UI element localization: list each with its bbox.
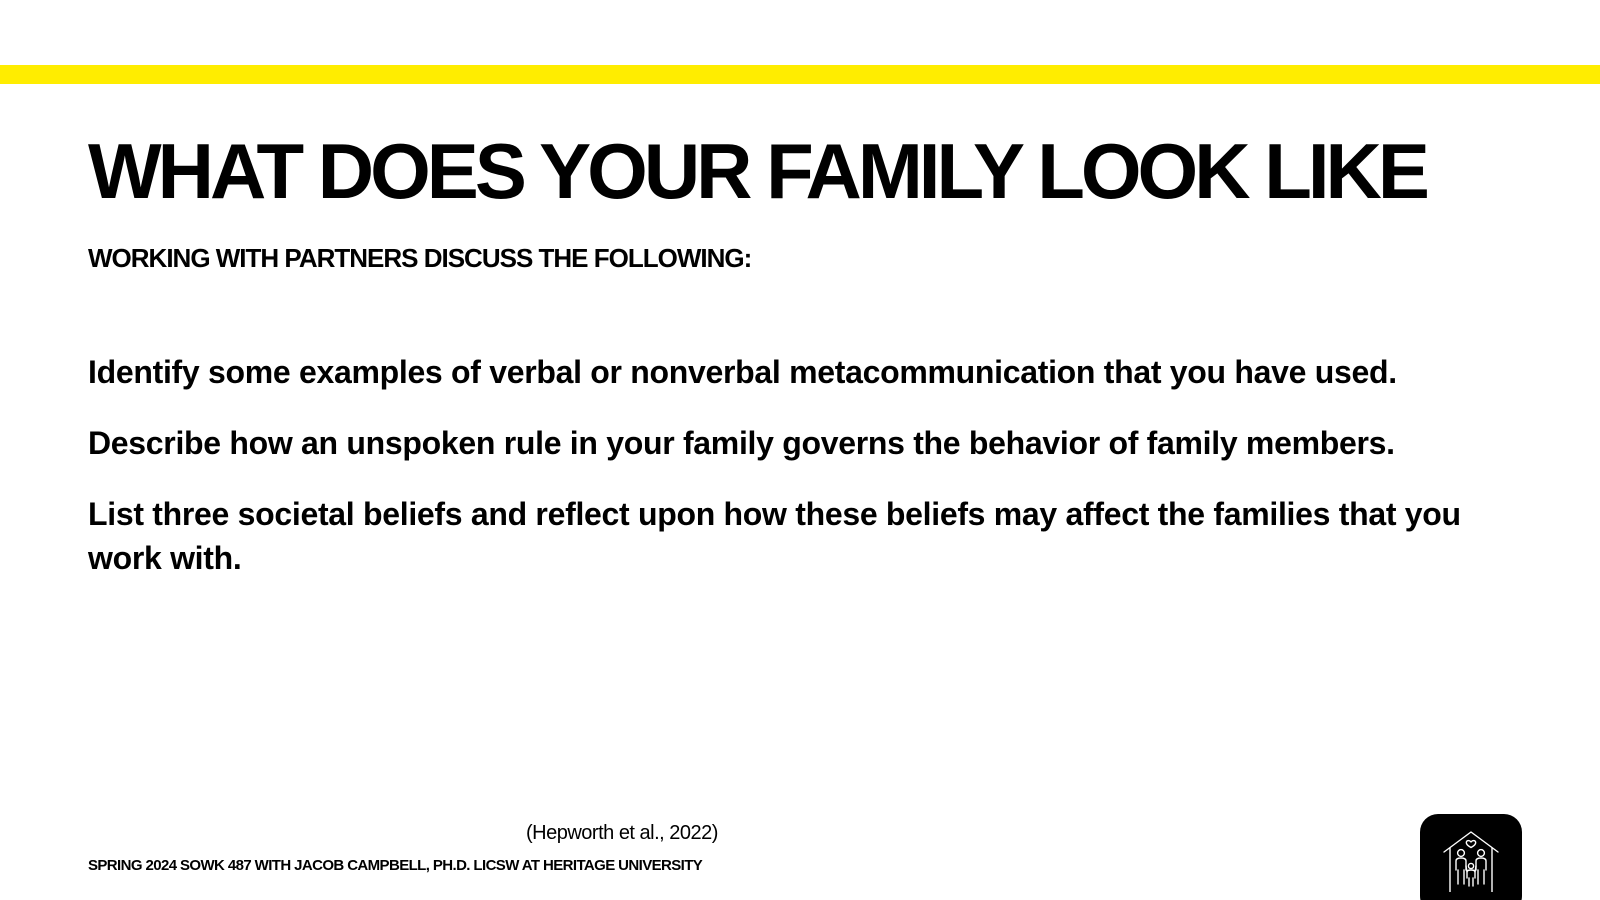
slide-subtitle: WORKING WITH PARTNERS DISCUSS THE FOLLOWING: — [88, 243, 752, 273]
prompt-item: Describe how an unspoken rule in your family governs the behavior of family members. — [88, 425, 1395, 461]
family-house-icon — [1420, 814, 1522, 900]
footer-credit: SPRING 2024 SOWK 487 WITH JACOB CAMPBELL, PH.D. LICSW AT HERITAGE UNIVERSITY — [88, 857, 703, 874]
accent-bar — [0, 65, 1600, 84]
citation: (Hepworth et al., 2022) — [526, 822, 718, 844]
prompt-item: List three societal beliefs and reflect upon how these beliefs may affect the families that you work with. — [88, 496, 1461, 576]
prompt-item: Identify some examples of verbal or nonverbal metacommunication that you have used. — [88, 354, 1397, 390]
slide-title: WHAT DOES YOUR FAMILY LOOK LIKE — [88, 127, 1426, 215]
prompt-list — [88, 350, 1508, 607]
